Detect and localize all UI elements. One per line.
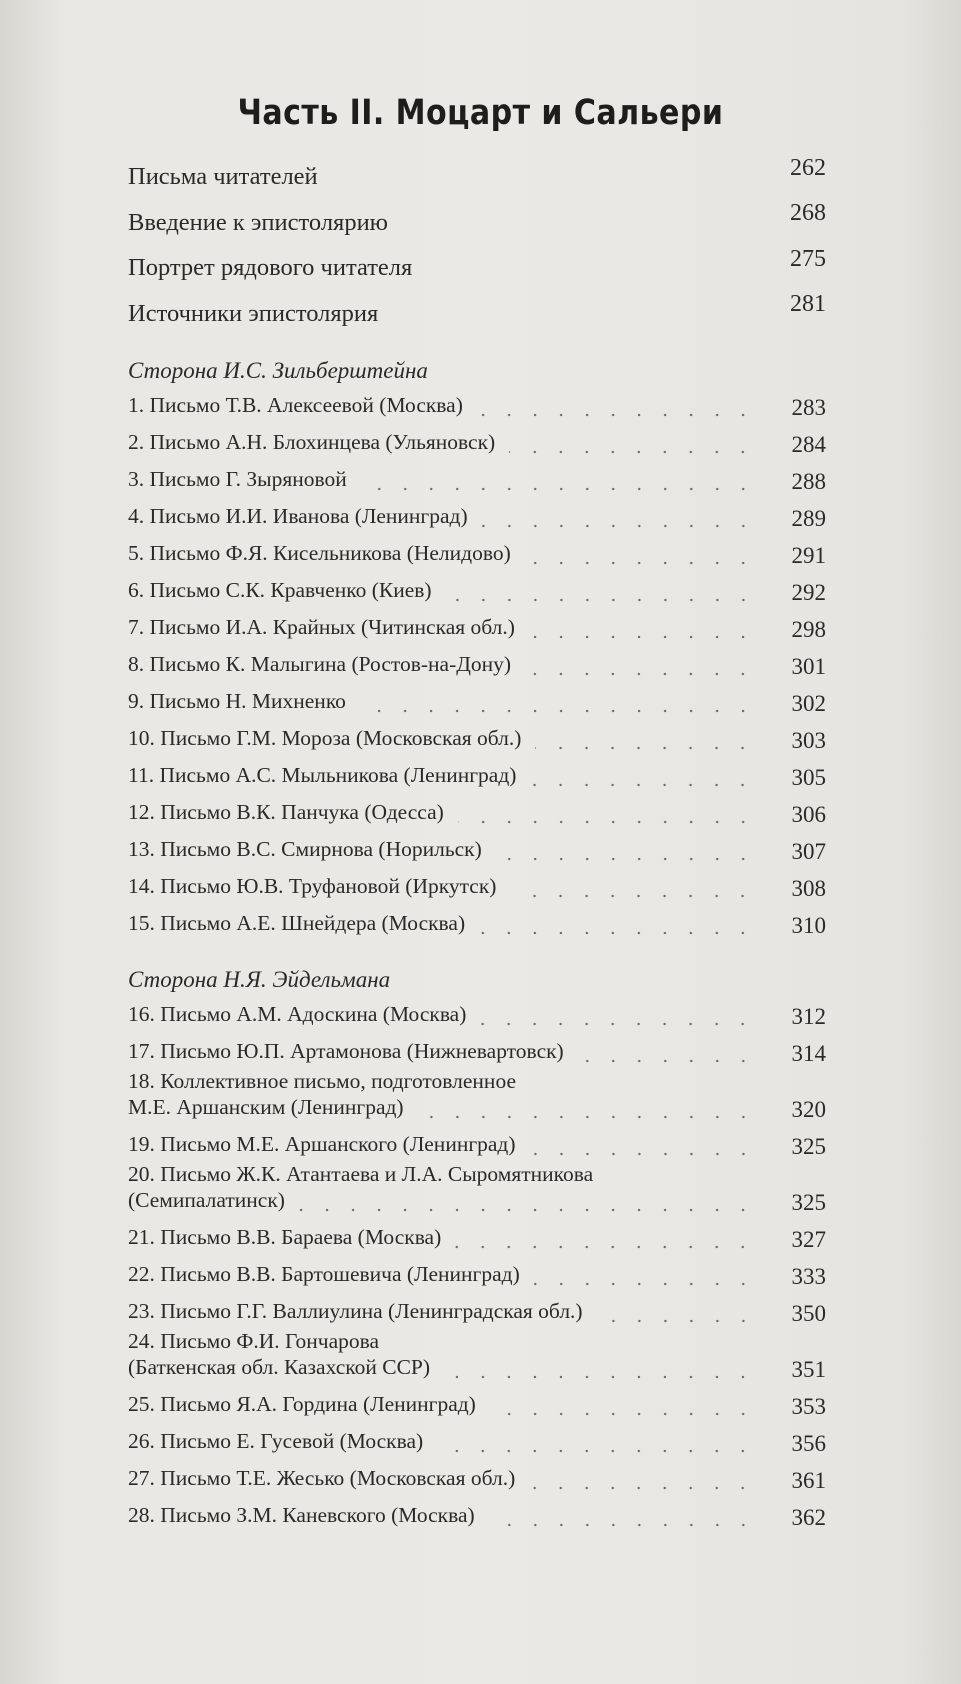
toc-entry <box>128 682 826 719</box>
toc-entry-title: 14. Письмо Ю.В. Труфановой (Иркутск) <box>128 874 497 899</box>
toc-entry-title: 21. Письмо В.В. Бараева (Москва) <box>128 1225 442 1250</box>
toc-entry-title: 28. Письмо З.М. Каневского (Москва) <box>128 1503 475 1528</box>
dot-leader <box>479 931 756 935</box>
dot-leader <box>482 524 756 528</box>
toc-entry-page: 361 <box>791 1468 826 1493</box>
toc-entry <box>128 867 826 904</box>
toc-entry <box>128 423 826 460</box>
dot-leader <box>446 598 756 602</box>
toc-entry <box>128 241 826 287</box>
toc-entry-title: 27. Письмо Т.Е. Жесько (Московская обл.) <box>128 1466 516 1491</box>
section-heading-zilbershtein: Сторона И.С. Зильберштейна <box>128 358 428 383</box>
section-list-zilbershtein <box>128 386 826 941</box>
toc-entry <box>128 904 826 941</box>
dot-leader <box>530 783 756 787</box>
dot-leader <box>489 1523 756 1527</box>
toc-entry <box>128 497 826 534</box>
toc-entry <box>128 1162 826 1218</box>
toc-entry-page: 327 <box>791 1227 826 1252</box>
dot-leader <box>444 1375 756 1379</box>
toc-entry-page: 268 <box>790 200 826 226</box>
toc-entry-page: 284 <box>791 432 826 457</box>
dot-leader <box>535 746 756 750</box>
dot-leader <box>496 857 756 861</box>
dot-leader <box>525 672 756 676</box>
table-of-contents <box>128 150 826 1533</box>
toc-entry-title: 12. Письмо В.К. Панчука (Одесса) <box>128 800 444 825</box>
toc-entry <box>128 1496 826 1533</box>
toc-entry-title: 20. Письмо Ж.К. Атантаева и Л.А. Сыромятникова (Семипалатинск) <box>128 1162 594 1212</box>
toc-entry <box>128 719 826 756</box>
toc-entry-page: 350 <box>791 1301 826 1326</box>
toc-entry-title: 6. Письмо С.К. Кравченко (Киев) <box>128 578 432 603</box>
toc-entry <box>128 1385 826 1422</box>
toc-entry <box>128 1459 826 1496</box>
toc-entry-page: 351 <box>791 1357 826 1382</box>
toc-entry <box>128 995 826 1032</box>
section-list-eidelman <box>128 995 826 1533</box>
toc-entry-page: 314 <box>791 1041 826 1066</box>
dot-leader <box>597 1319 756 1323</box>
section-heading-eidelman: Сторона Н.Я. Эйдельмана <box>128 967 391 992</box>
toc-entry <box>128 534 826 571</box>
dot-leader <box>480 1022 756 1026</box>
toc-entry-page: 320 <box>791 1097 826 1122</box>
dot-leader <box>525 561 756 565</box>
toc-entry <box>128 571 826 608</box>
toc-entry-title: Портрет рядового читателя <box>128 254 413 282</box>
page-title: Часть II. Моцарт и Сальери <box>237 93 724 133</box>
toc-entry-title: 24. Письмо Ф.И. Гончарова (Баткенская обл. Казахской ССР) <box>128 1329 431 1379</box>
toc-entry <box>128 1218 826 1255</box>
dot-leader <box>437 1449 756 1453</box>
toc-entry <box>128 1329 826 1385</box>
toc-entry-page: 292 <box>791 580 826 605</box>
toc-entry-title: 19. Письмо М.Е. Аршанского (Ленинград) <box>128 1132 516 1157</box>
dot-leader <box>510 894 756 898</box>
toc-entry-page: 307 <box>791 839 826 864</box>
dot-leader <box>529 635 756 639</box>
toc-entry-title: 26. Письмо Е. Гусевой (Москва) <box>128 1429 424 1454</box>
toc-entry-page: 308 <box>791 876 826 901</box>
dot-leader <box>490 1412 756 1416</box>
toc-entry-title: 4. Письмо И.И. Иванова (Ленинград) <box>128 504 468 529</box>
toc-entry-page: 281 <box>790 291 826 317</box>
toc-entry-page: 312 <box>791 1004 826 1029</box>
toc-entry <box>128 196 826 242</box>
dot-leader <box>361 487 756 491</box>
toc-entry-page: 283 <box>791 395 826 420</box>
toc-entry-title: 8. Письмо К. Малыгина (Ростов-на-Дону) <box>128 652 512 677</box>
dot-leader <box>530 1152 756 1156</box>
toc-entry-page: 291 <box>791 543 826 568</box>
toc-entry-title: Источники эпистолярия <box>128 299 379 327</box>
toc-entry-title: 15. Письмо А.Е. Шнейдера (Москва) <box>128 911 466 936</box>
toc-entry-page: 301 <box>791 654 826 679</box>
dot-leader <box>418 1115 756 1119</box>
toc-entry-page: 310 <box>791 913 826 938</box>
dot-leader <box>578 1059 756 1063</box>
toc-entry-page: 362 <box>791 1505 826 1530</box>
toc-entry-page: 353 <box>791 1394 826 1419</box>
toc-entry-title: 18. Коллективное письмо, подготовленное М.Е. Аршанским (Ленинград) <box>128 1069 516 1119</box>
dot-leader <box>509 450 756 454</box>
toc-entry-page: 333 <box>791 1264 826 1289</box>
toc-entry <box>128 1292 826 1329</box>
toc-entry-title: 1. Письмо Т.В. Алексеевой (Москва) <box>128 393 463 418</box>
toc-entry-page: 325 <box>791 1134 826 1159</box>
toc-entry-page: 325 <box>791 1190 826 1215</box>
toc-entry-page: 305 <box>791 765 826 790</box>
dot-leader <box>455 1245 756 1249</box>
toc-entry-page: 302 <box>791 691 826 716</box>
toc-entry-title: 10. Письмо Г.М. Мороза (Московская обл.) <box>128 726 522 751</box>
toc-entry-title: 25. Письмо Я.А. Гордина (Ленинград) <box>128 1392 476 1417</box>
toc-entry <box>128 386 826 423</box>
toc-entry-title: Письма читателей <box>128 163 318 191</box>
toc-entry <box>128 287 826 333</box>
toc-entry-page: 356 <box>791 1431 826 1456</box>
dot-leader <box>360 709 756 713</box>
toc-entry-title: 3. Письмо Г. Зыряновой <box>128 467 347 492</box>
toc-entry <box>128 793 826 830</box>
toc-entry-title: 11. Письмо А.С. Мыльникова (Ленинград) <box>128 763 517 788</box>
dot-leader <box>529 1486 756 1490</box>
toc-entry-title: 5. Письмо Ф.Я. Кисельникова (Нелидово) <box>128 541 511 566</box>
toc-entry <box>128 1032 826 1069</box>
toc-entry <box>128 1422 826 1459</box>
toc-entry-title: 22. Письмо В.В. Бартошевича (Ленинград) <box>128 1262 520 1287</box>
dot-leader <box>477 413 756 417</box>
toc-entry-title: 7. Письмо И.А. Крайных (Читинская обл.) <box>128 615 515 640</box>
toc-entry-page: 303 <box>791 728 826 753</box>
toc-entry <box>128 756 826 793</box>
toc-entry-title: 13. Письмо В.С. Смирнова (Норильск) <box>128 837 482 862</box>
toc-entry-title: 2. Письмо А.Н. Блохинцева (Ульяновск) <box>128 430 496 455</box>
toc-entry-page: 289 <box>791 506 826 531</box>
toc-entry-title: 16. Письмо А.М. Адоскина (Москва) <box>128 1002 467 1027</box>
toc-entry-page: 262 <box>790 154 826 181</box>
toc-entry-page: 275 <box>790 245 826 272</box>
toc-entry <box>128 150 826 196</box>
dot-leader <box>299 1208 756 1212</box>
dot-leader <box>458 820 756 824</box>
toc-entry-page: 298 <box>791 617 826 642</box>
intro-list <box>128 150 826 332</box>
toc-entry-title: 9. Письмо Н. Михненко <box>128 689 346 714</box>
toc-entry-title: Введение к эпистолярию <box>128 208 388 236</box>
toc-entry <box>128 1255 826 1292</box>
dot-leader <box>534 1282 756 1286</box>
toc-entry <box>128 460 826 497</box>
toc-entry <box>128 830 826 867</box>
toc-entry <box>128 1069 826 1125</box>
toc-entry <box>128 608 826 645</box>
toc-entry-title: 17. Письмо Ю.П. Артамонова (Нижневартовск) <box>128 1039 564 1064</box>
toc-entry-page: 288 <box>791 469 826 494</box>
toc-entry <box>128 645 826 682</box>
toc-entry-title: 23. Письмо Г.Г. Валлиулина (Ленинградская обл.) <box>128 1299 583 1324</box>
toc-entry <box>128 1125 826 1162</box>
toc-entry-page: 306 <box>791 802 826 827</box>
